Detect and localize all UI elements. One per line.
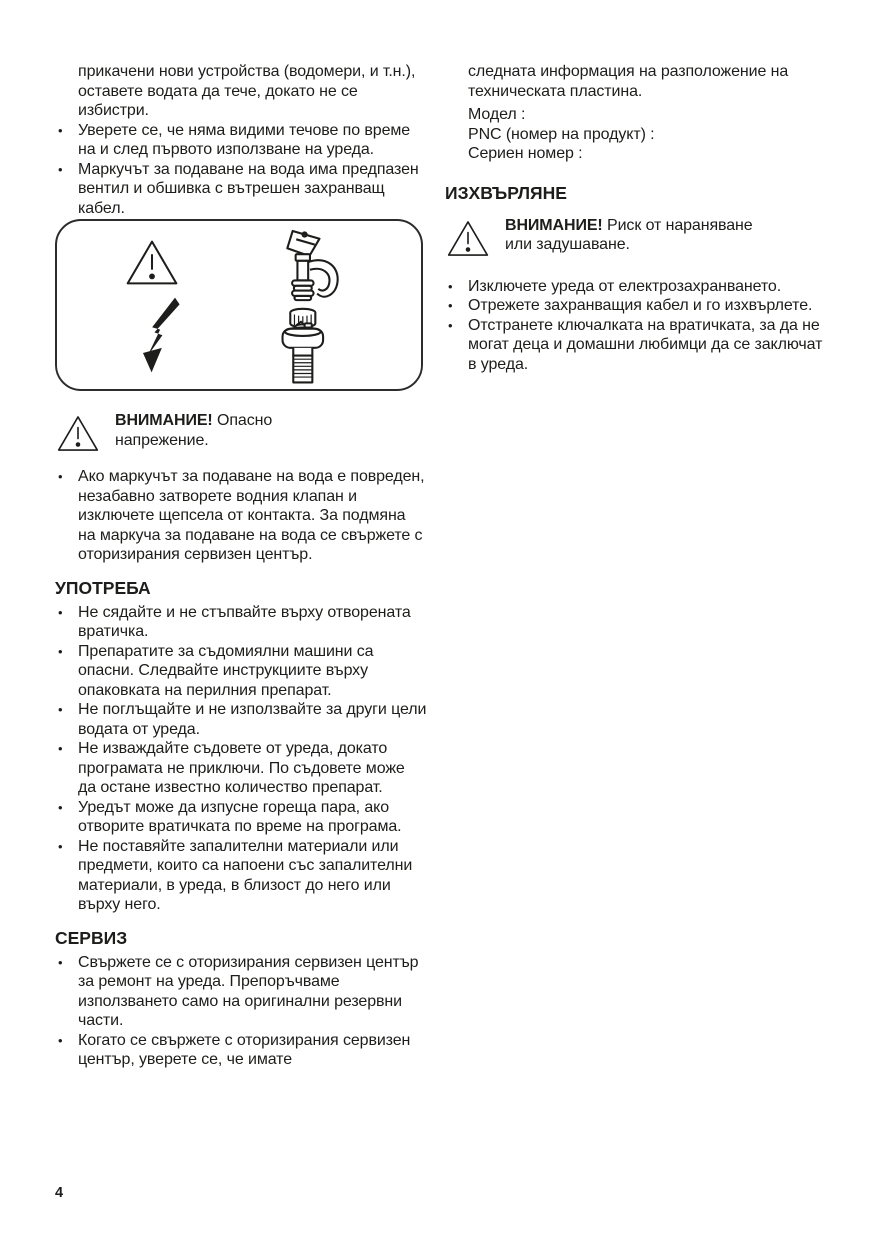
page-number: 4 <box>55 1185 63 1201</box>
list-item: • Уредът може да изпусне гореща пара, ако отворите вратичката по време на програма. <box>55 798 427 837</box>
voltage-bullet-list <box>55 467 427 565</box>
plate-field-serial: Сериен номер : <box>468 145 583 162</box>
plate-field-model: Модел : <box>468 106 526 123</box>
section-heading-use: УПОТРЕБА <box>55 577 151 598</box>
intro-bullet-list <box>55 121 427 219</box>
warning-text: Риск от нараняване или задушаване. <box>505 216 753 253</box>
continuation-paragraph: следната информация на разположение на техническата пластина. <box>468 63 789 100</box>
list-item: • Не изваждайте съдовете от уреда, докато програмата не приключи. По съдовете може да остане известно количество препарат. <box>55 739 427 798</box>
high-voltage-arrow-icon <box>143 295 183 375</box>
warning-label: ВНИМАНИЕ! <box>505 216 603 234</box>
disposal-bullet-list <box>445 277 823 375</box>
section-heading-disposal: ИЗХВЪРЛЯНЕ <box>445 182 567 203</box>
list-item: • Не сядайте и не стъпвайте върху отворената вратичка. <box>55 603 427 642</box>
list-item: • Ако маркучът за подаване на вода е повреден, незабавно затворете водния клапан и изключете щепсела от контакта. За подмяна на маркуча за подаване на вода се свържете с оторизирания сервизен център. <box>55 467 427 565</box>
list-item: • Свържете се с оторизирания сервизен център за ремонт на уреда. Препоръчваме използването само на оригинални резервни части. <box>55 953 427 1031</box>
list-item: • Уверете се, че няма видими течове по време на и след първото използване на уреда. <box>55 121 427 160</box>
disposal-warning <box>445 216 823 259</box>
continuation-paragraph: прикачени нови устройства (водомери, и т.н.), оставете водата да тече, докато не се избистри. <box>78 63 416 119</box>
plate-field-pnc: PNC (номер на продукт) : <box>468 125 655 143</box>
list-item: • Маркучът за подаване на вода има предпазен вентил и обшивка с вътрешен захранващ кабел. <box>55 160 427 219</box>
right-column <box>445 62 823 374</box>
section-heading-service: СЕРВИЗ <box>55 927 128 948</box>
service-bullet-list <box>55 953 427 1070</box>
warning-triangle-icon <box>55 413 101 454</box>
list-item: • Препаратите за съдомиялни машини са опасни. Следвайте инструкциите върху опаковката на перилния препарат. <box>55 642 427 701</box>
warning-message <box>115 411 320 450</box>
list-item: • Отстранете ключалката на вратичката, за да не могат деца и домашни любимци да се заключат в уреда. <box>445 316 823 375</box>
voltage-warning <box>55 411 427 454</box>
warning-triangle-icon <box>123 237 181 288</box>
warning-message <box>505 216 777 255</box>
rating-plate-fields <box>468 105 823 164</box>
left-column <box>55 62 427 1070</box>
list-item: • Отрежете захранващия кабел и го изхвърлете. <box>445 296 823 316</box>
list-item: • Не поставяйте запалителни материали или предмети, които са напоени със запалителни материали, в уреда, в близост до него или върху него. <box>55 837 427 915</box>
hose-safety-figure <box>55 219 423 391</box>
warning-text: Опасно напрежение. <box>115 412 273 449</box>
list-item: • Когато се свържете с оторизирания сервизен център, уверете се, че имате <box>55 1031 427 1070</box>
warning-triangle-icon <box>445 218 491 259</box>
list-item: • Не поглъщайте и не използвайте за други цели водата от уреда. <box>55 700 427 739</box>
warning-label: ВНИМАНИЕ! <box>115 412 213 429</box>
use-bullet-list <box>55 603 427 915</box>
list-item: • Изключете уреда от електрозахранването. <box>445 277 823 297</box>
water-tap-inlet-hose-icon <box>265 225 343 386</box>
